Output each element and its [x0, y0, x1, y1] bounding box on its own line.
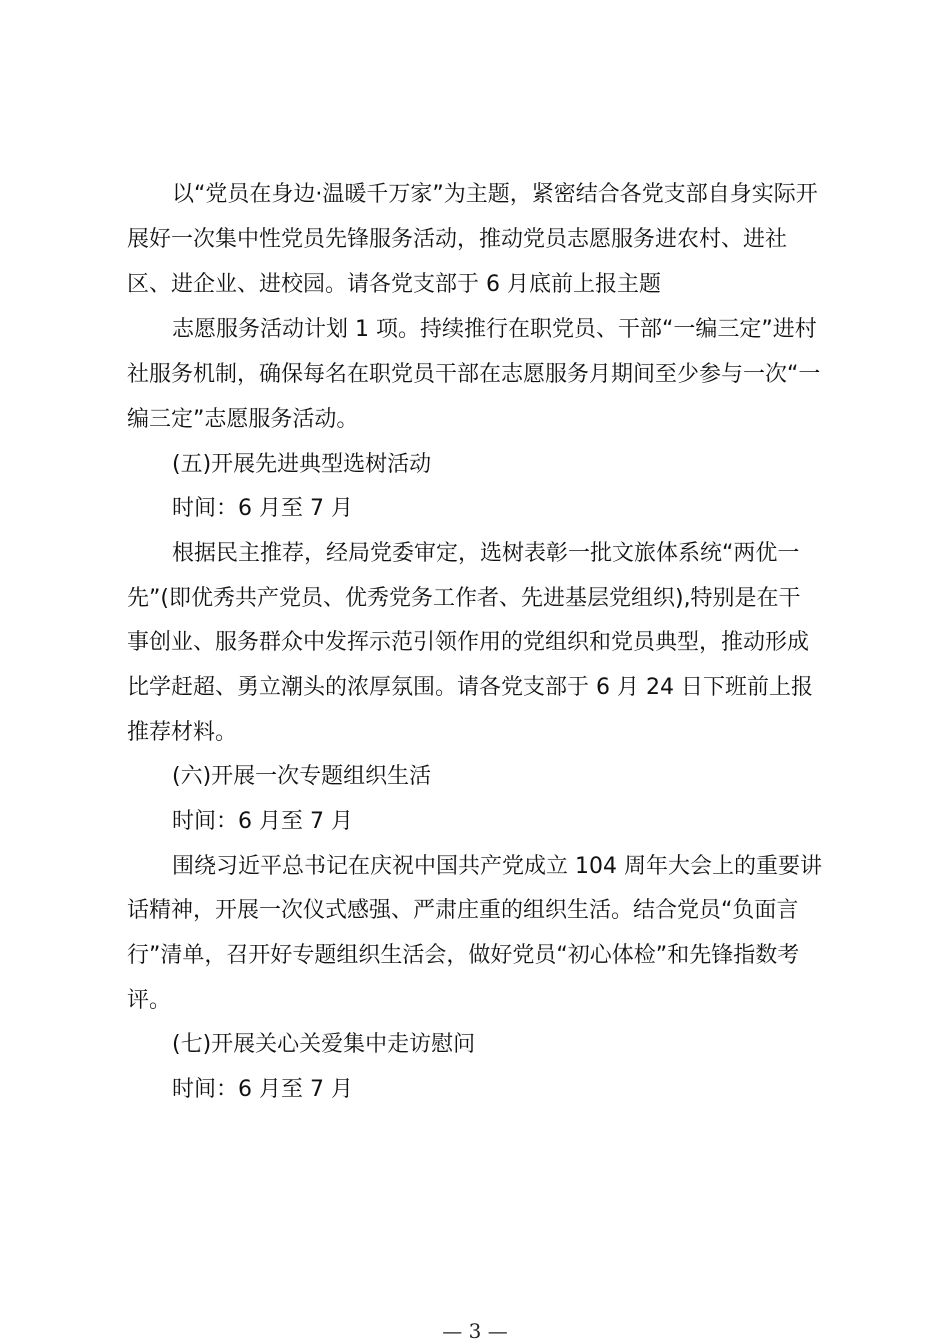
section-heading: (五)开展先进典型选树活动 — [172, 452, 432, 477]
paragraph-line: 区、进企业、进校园。请各党支部于 6 月底前上报主题 — [127, 272, 661, 297]
page-number: — 3 — — [442, 1319, 508, 1343]
section-heading: (七)开展关心关爱集中走访慰问 — [172, 1032, 476, 1057]
time-line: 时间：6 月至 7 月 — [172, 1077, 353, 1102]
paragraph-line: 推荐材料。 — [127, 720, 238, 745]
time-line: 时间：6 月至 7 月 — [172, 809, 353, 834]
time-line: 时间：6 月至 7 月 — [172, 496, 353, 521]
paragraph-line: 社服务机制，确保每名在职党员干部在志愿服务月期间至少参与一次“一 — [127, 362, 821, 387]
paragraph-line: 展好一次集中性党员先锋服务活动，推动党员志愿服务进农村、进社 — [127, 227, 788, 252]
paragraph-line: 围绕习近平总书记在庆祝中国共产党成立 104 周年大会上的重要讲 — [172, 854, 822, 879]
paragraph-line: 评。 — [127, 988, 172, 1013]
paragraph-line: 志愿服务活动计划 1 项。持续推行在职党员、干部“一编三定”进村 — [172, 317, 817, 342]
paragraph-line: 行”清单，召开好专题组织生活会，做好党员“初心体检”和先锋指数考 — [127, 943, 800, 968]
paragraph-line: 编三定”志愿服务活动。 — [127, 407, 359, 432]
paragraph-line: 以“党员在身边·温暖千万家”为主题，紧密结合各党支部自身实际开 — [172, 182, 818, 207]
paragraph-line: 先”(即优秀共产党员、优秀党务工作者、先进基层党组织),特别是在干 — [127, 586, 801, 611]
paragraph-line: 根据民主推荐，经局党委审定，选树表彰一批文旅体系统“两优一 — [172, 541, 800, 566]
paragraph-line: 事创业、服务群众中发挥示范引领作用的党组织和党员典型，推动形成 — [127, 630, 810, 655]
paragraph-line: 比学赶超、勇立潮头的浓厚氛围。请各党支部于 6 月 24 日下班前上报 — [127, 675, 813, 700]
paragraph-line: 话精神，开展一次仪式感强、严肃庄重的组织生活。结合党员“负面言 — [127, 898, 799, 923]
section-heading: (六)开展一次专题组织生活 — [172, 764, 432, 789]
